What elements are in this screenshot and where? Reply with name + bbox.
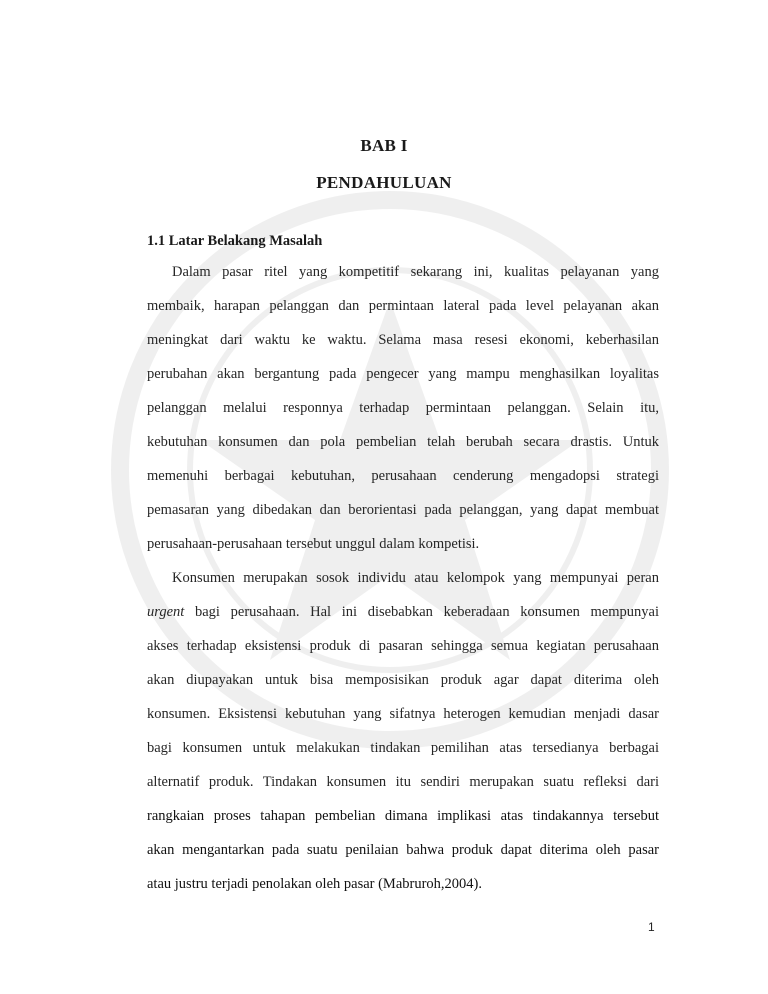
paragraph-line: akan mengantarkan pada suatu penilaian bahwa produk dapat diterima oleh pasar: [147, 842, 659, 858]
paragraph-line: konsumen. Eksistensi kebutuhan yang sifatnya heterogen kemudian menjadi dasar: [147, 706, 659, 722]
paragraph-line: perusahaan-perusahaan tersebut unggul dalam kompetisi.: [147, 536, 480, 552]
paragraph-line: pemasaran yang dibedakan dan berorientasi pada pelanggan, yang dapat membuat: [147, 502, 659, 518]
paragraph-line: memenuhi berbagai kebutuhan, perusahaan cenderung mengadopsi strategi: [147, 468, 659, 484]
paragraph-line: rangkaian proses tahapan pembelian dimana implikasi atas tindakannya tersebut: [147, 808, 659, 824]
paragraph-line: atau justru terjadi penolakan oleh pasar (Mabruroh,2004).: [147, 876, 483, 892]
chapter-title: PENDAHULUAN: [316, 173, 452, 192]
paragraph-line: pelanggan melalui responnya terhadap permintaan pelanggan. Selain itu,: [147, 400, 659, 416]
paragraph-line: akses terhadap eksistensi produk di pasaran sehingga semua kegiatan perusahaan: [147, 638, 659, 654]
paragraph-line: kebutuhan konsumen dan pola pembelian telah berubah secara drastis. Untuk: [147, 434, 659, 450]
paragraph-line-rest: bagi perusahaan. Hal ini disebabkan keberadaan konsumen mempunyai: [195, 604, 659, 620]
paragraph-line: membaik, harapan pelanggan dan permintaan lateral pada level pelayanan akan: [147, 298, 659, 314]
italic-term: urgent: [147, 604, 185, 620]
paragraph-line: [147, 604, 659, 621]
paragraph-line: meningkat dari waktu ke waktu. Selama masa resesi ekonomi, keberhasilan: [147, 332, 659, 348]
paragraph-line: akan diupayakan untuk bisa memposisikan produk agar dapat diterima oleh: [147, 672, 659, 688]
chapter-number: BAB I: [360, 136, 408, 155]
paragraph-line: Konsumen merupakan sosok individu atau kelompok yang mempunyai peran: [172, 570, 659, 586]
paragraph-line: bagi konsumen untuk melakukan tindakan pemilihan atas tersedianya berbagai: [147, 740, 659, 756]
paragraph-line: perubahan akan bergantung pada pengecer yang mampu menghasilkan loyalitas: [147, 366, 659, 382]
section-heading: 1.1 Latar Belakang Masalah: [147, 233, 323, 249]
paragraph-line: Dalam pasar ritel yang kompetitif sekarang ini, kualitas pelayanan yang: [172, 264, 659, 280]
paragraph-line: alternatif produk. Tindakan konsumen itu sendiri merupakan suatu refleksi dari: [147, 774, 659, 790]
page-number: 1: [648, 920, 655, 934]
